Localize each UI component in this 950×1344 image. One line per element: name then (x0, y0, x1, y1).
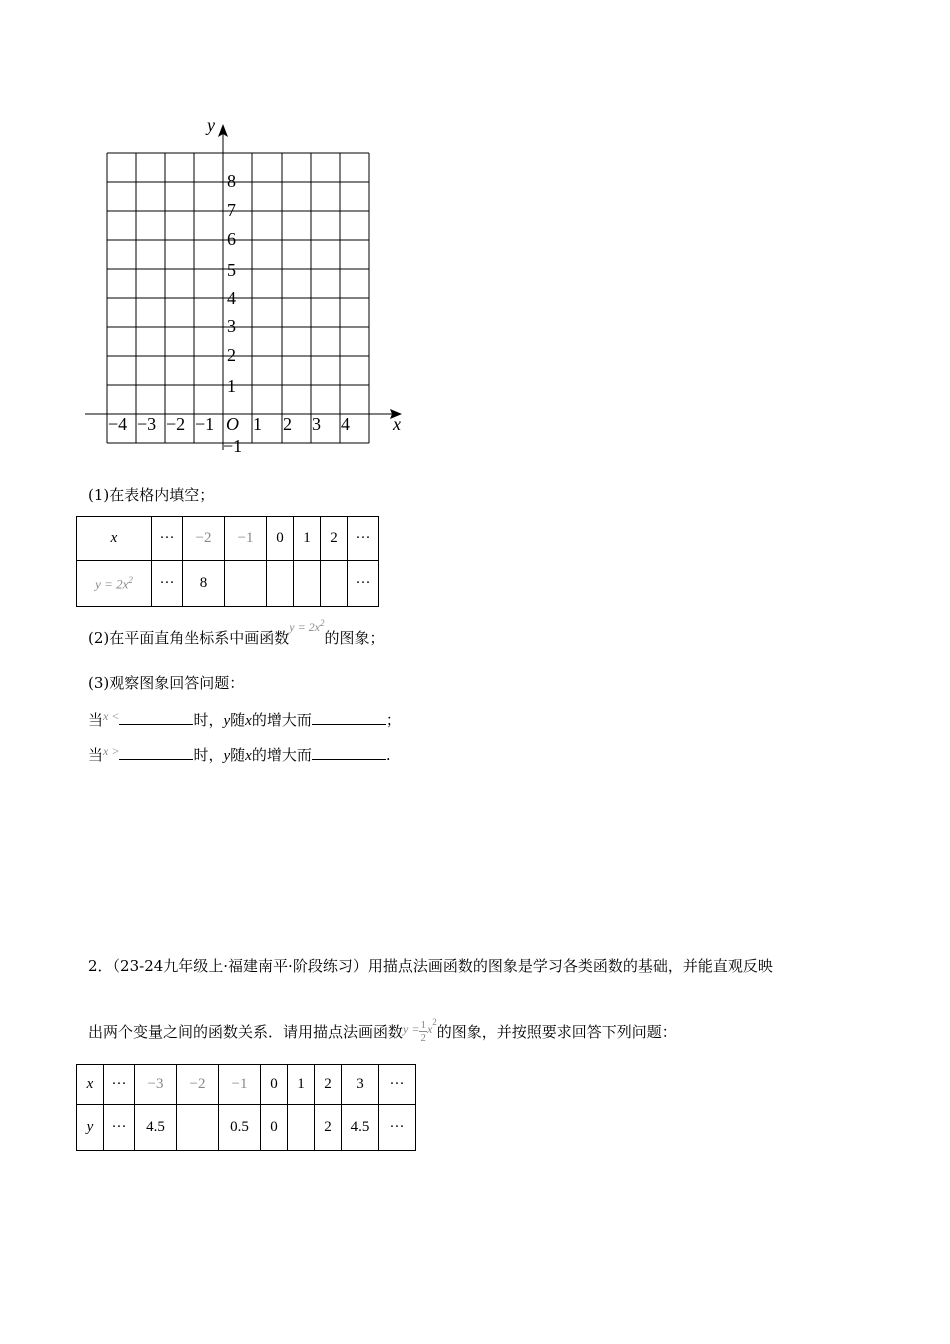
table-cell: 1 (288, 1065, 315, 1105)
grid-lines (107, 153, 369, 443)
question-text: 的图象，并按照要求回答下列问题： (436, 1023, 677, 1041)
table-header-y-exp: 2 (128, 574, 133, 585)
x-tick-label: 3 (312, 414, 321, 434)
q1-part2-exp: 2 (320, 618, 325, 628)
var-x: x (245, 748, 252, 764)
y-tick-label: 3 (227, 316, 236, 336)
y-tick-label: 2 (227, 345, 236, 365)
table-cell (288, 1105, 315, 1151)
q1-line-b (88, 745, 391, 766)
table-cell: 0 (267, 517, 294, 561)
table-cell: 2 (315, 1105, 342, 1151)
table-cell: 1 (294, 517, 321, 561)
x-axis-label: x (393, 414, 401, 434)
text: 时， (193, 746, 224, 764)
answer-blank[interactable] (119, 745, 193, 760)
text: 随 (230, 746, 246, 764)
table-cell (294, 561, 321, 607)
y-tick-label: 1 (227, 376, 236, 396)
q1-part2 (88, 618, 385, 649)
question-text: 出两个变量之间的函数关系．请用描点法画函数 (88, 1023, 404, 1041)
table-header-y (77, 561, 152, 607)
answer-blank[interactable] (312, 710, 386, 725)
condition: x > (103, 744, 120, 758)
table-cell: −2 (183, 517, 225, 561)
table-cell: ··· (379, 1105, 416, 1151)
y-tick-label: 4 (227, 288, 236, 308)
table-cell: −1 (219, 1065, 261, 1105)
table-cell: ··· (104, 1065, 135, 1105)
text: 的增大而 (251, 711, 312, 729)
q1-part2-prefix: (2)在平面直角坐标系中画函数 (88, 629, 290, 647)
text: 当 (88, 711, 104, 729)
x-tick-label: −4 (108, 414, 128, 434)
coordinate-grid (80, 110, 420, 470)
table-cell: −3 (135, 1065, 177, 1105)
func-lhs: y = (403, 1022, 420, 1036)
table-cell: ··· (348, 561, 379, 607)
table-cell (177, 1105, 219, 1151)
table-cell: 0 (261, 1105, 288, 1151)
table-cell: −2 (177, 1065, 219, 1105)
answer-blank[interactable] (312, 745, 386, 760)
y-axis-label: y (207, 115, 215, 135)
y-tick-label: 6 (227, 229, 236, 249)
q1-part3: (3)观察图象回答问题： (88, 674, 245, 692)
condition: x < (103, 709, 120, 723)
text: 时， (193, 711, 224, 729)
text: 当 (88, 746, 104, 764)
y-tick-label: −1 (223, 436, 243, 456)
frac-num: 1 (420, 1018, 426, 1031)
var-x: x (245, 713, 252, 729)
table-cell (267, 561, 294, 607)
table-header-x: x (77, 1065, 104, 1105)
text: 随 (230, 711, 246, 729)
table-header-y: y (77, 1105, 104, 1151)
table-cell: 0 (261, 1065, 288, 1105)
question-source: （23-24九年级上·福建南平·阶段练习） (112, 957, 368, 975)
table-cell: 8 (183, 561, 225, 607)
q2-line1 (88, 956, 773, 976)
q1-part2-func: y = 2x (289, 620, 320, 634)
x-tick-label: 4 (341, 414, 350, 434)
q2-line2 (88, 1018, 677, 1046)
table-cell: 4.5 (342, 1105, 379, 1151)
table-cell (321, 561, 348, 607)
q1-value-table (76, 516, 379, 607)
table-cell (225, 561, 267, 607)
var-y: y (223, 748, 231, 764)
table-cell: 2 (315, 1065, 342, 1105)
fraction (419, 1019, 427, 1044)
text: . (385, 746, 391, 764)
table-header-y-text: y = 2x (95, 576, 129, 592)
table-cell: ··· (379, 1065, 416, 1105)
frac-den: 2 (420, 1031, 426, 1044)
table-cell: ··· (348, 517, 379, 561)
y-tick-label: 7 (227, 200, 236, 220)
q1-part2-suffix: 的图象； (324, 629, 385, 647)
x-tick-label: −1 (195, 414, 215, 434)
table-cell: 0.5 (219, 1105, 261, 1151)
func-var: x (426, 1022, 433, 1036)
table-cell: ··· (104, 1105, 135, 1151)
table-cell: ··· (152, 561, 183, 607)
question-text: 用描点法画函数的图象是学习各类函数的基础，并能直观反映 (367, 957, 773, 975)
x-tick-label: −3 (137, 414, 157, 434)
table-cell: 2 (321, 517, 348, 561)
func-exp: 2 (432, 1017, 437, 1027)
x-tick-label: 1 (253, 414, 262, 434)
var-y: y (223, 713, 231, 729)
question-number: 2． (88, 957, 113, 975)
x-tick-label: −2 (166, 414, 186, 434)
answer-blank[interactable] (119, 710, 193, 725)
q1-part1: (1)在表格内填空； (88, 486, 215, 504)
table-cell: 3 (342, 1065, 379, 1105)
table-cell: ··· (152, 517, 183, 561)
q2-value-table (76, 1064, 416, 1151)
x-tick-label: 2 (283, 414, 292, 434)
table-header-x: x (77, 517, 152, 561)
text: 的增大而 (251, 746, 312, 764)
y-tick-label: 8 (227, 171, 236, 191)
table-cell: −1 (225, 517, 267, 561)
q1-line-a (88, 710, 401, 731)
y-tick-label: 5 (227, 260, 236, 280)
table-cell: 4.5 (135, 1105, 177, 1151)
origin-label: O (226, 414, 239, 434)
text: ； (385, 711, 401, 729)
